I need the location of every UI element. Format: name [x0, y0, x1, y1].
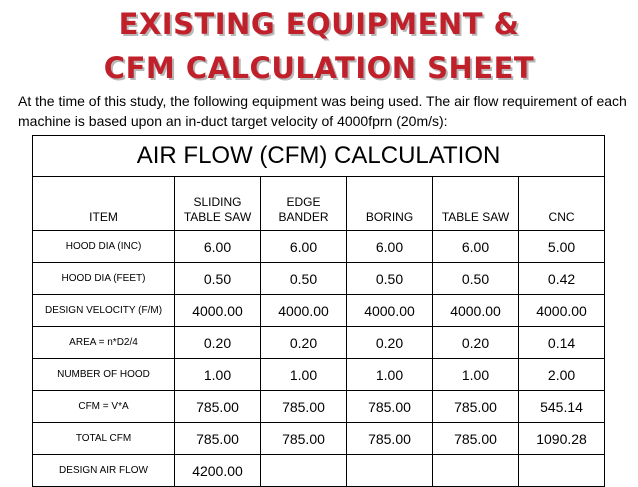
table-cell: 785.00 [433, 423, 519, 455]
cfm-table [32, 135, 605, 487]
table-cell: 0.20 [175, 327, 261, 359]
column-header-item: ITEM [33, 177, 175, 231]
table-cell: 4000.00 [433, 295, 519, 327]
table-cell: 0.20 [433, 327, 519, 359]
row-label: AREA = n*D2/4 [33, 327, 175, 359]
row-label: HOOD DIA (FEET) [33, 263, 175, 295]
column-header-sliding-table-saw: SLIDING TABLE SAW [175, 177, 261, 231]
table-row [33, 295, 605, 327]
table-cell: 0.20 [261, 327, 347, 359]
table-cell: 4200.00 [175, 455, 261, 487]
table-cell [433, 455, 519, 487]
table-cell: 785.00 [433, 391, 519, 423]
table-cell: 785.00 [261, 391, 347, 423]
table-cell: 1.00 [347, 359, 433, 391]
intro-paragraph: At the time of this study, the following equipment was being used. The air flow requirement of each machine is based upon an in-duct target velocity of 4000fprn (20m/s): [18, 93, 627, 129]
table-cell [347, 455, 433, 487]
table-cell: 0.50 [433, 263, 519, 295]
table-cell: 785.00 [261, 423, 347, 455]
column-header-cnc: CNC [519, 177, 605, 231]
table-row [33, 263, 605, 295]
table-cell: 4000.00 [261, 295, 347, 327]
table-cell: 0.50 [347, 263, 433, 295]
table-cell: 0.14 [519, 327, 605, 359]
table-cell: 0.50 [261, 263, 347, 295]
table-cell: 2.00 [519, 359, 605, 391]
table-cell: 785.00 [175, 423, 261, 455]
title-line-1: EXISTING EQUIPMENT & [118, 7, 520, 41]
column-header-boring: BORING [347, 177, 433, 231]
table-cell: 785.00 [175, 391, 261, 423]
table-cell: 785.00 [347, 423, 433, 455]
table-row [33, 455, 605, 487]
title-line-2: CFM CALCULATION SHEET [103, 51, 535, 85]
table-row [33, 423, 605, 455]
table-row [33, 231, 605, 263]
table-cell: 4000.00 [347, 295, 433, 327]
table-cell: 1.00 [433, 359, 519, 391]
table-cell: 6.00 [175, 231, 261, 263]
table-cell: 1090.28 [519, 423, 605, 455]
table-cell: 4000.00 [175, 295, 261, 327]
table-cell: 0.50 [175, 263, 261, 295]
row-label: TOTAL CFM [33, 423, 175, 455]
column-header-edge-bander: EDGE BANDER [261, 177, 347, 231]
column-header-row [33, 177, 605, 231]
row-label: HOOD DIA (INC) [33, 231, 175, 263]
table-cell: 6.00 [433, 231, 519, 263]
row-label: NUMBER OF HOOD [33, 359, 175, 391]
table-row [33, 391, 605, 423]
table-heading: AIR FLOW (CFM) CALCULATION [33, 136, 605, 177]
row-label: DESIGN VELOCITY (F/M) [33, 295, 175, 327]
table-cell: 545.14 [519, 391, 605, 423]
row-label: DESIGN AIR FLOW [33, 455, 175, 487]
table-cell: 4000.00 [519, 295, 605, 327]
table-cell: 6.00 [347, 231, 433, 263]
table-cell [261, 455, 347, 487]
table-cell: 5.00 [519, 231, 605, 263]
table-cell [519, 455, 605, 487]
table-row [33, 359, 605, 391]
table-cell: 0.42 [519, 263, 605, 295]
column-header-table-saw: TABLE SAW [433, 177, 519, 231]
table-cell: 1.00 [261, 359, 347, 391]
table-cell: 1.00 [175, 359, 261, 391]
table-row [33, 327, 605, 359]
table-cell: 785.00 [347, 391, 433, 423]
table-cell: 6.00 [261, 231, 347, 263]
row-label: CFM = V*A [33, 391, 175, 423]
table-cell: 0.20 [347, 327, 433, 359]
